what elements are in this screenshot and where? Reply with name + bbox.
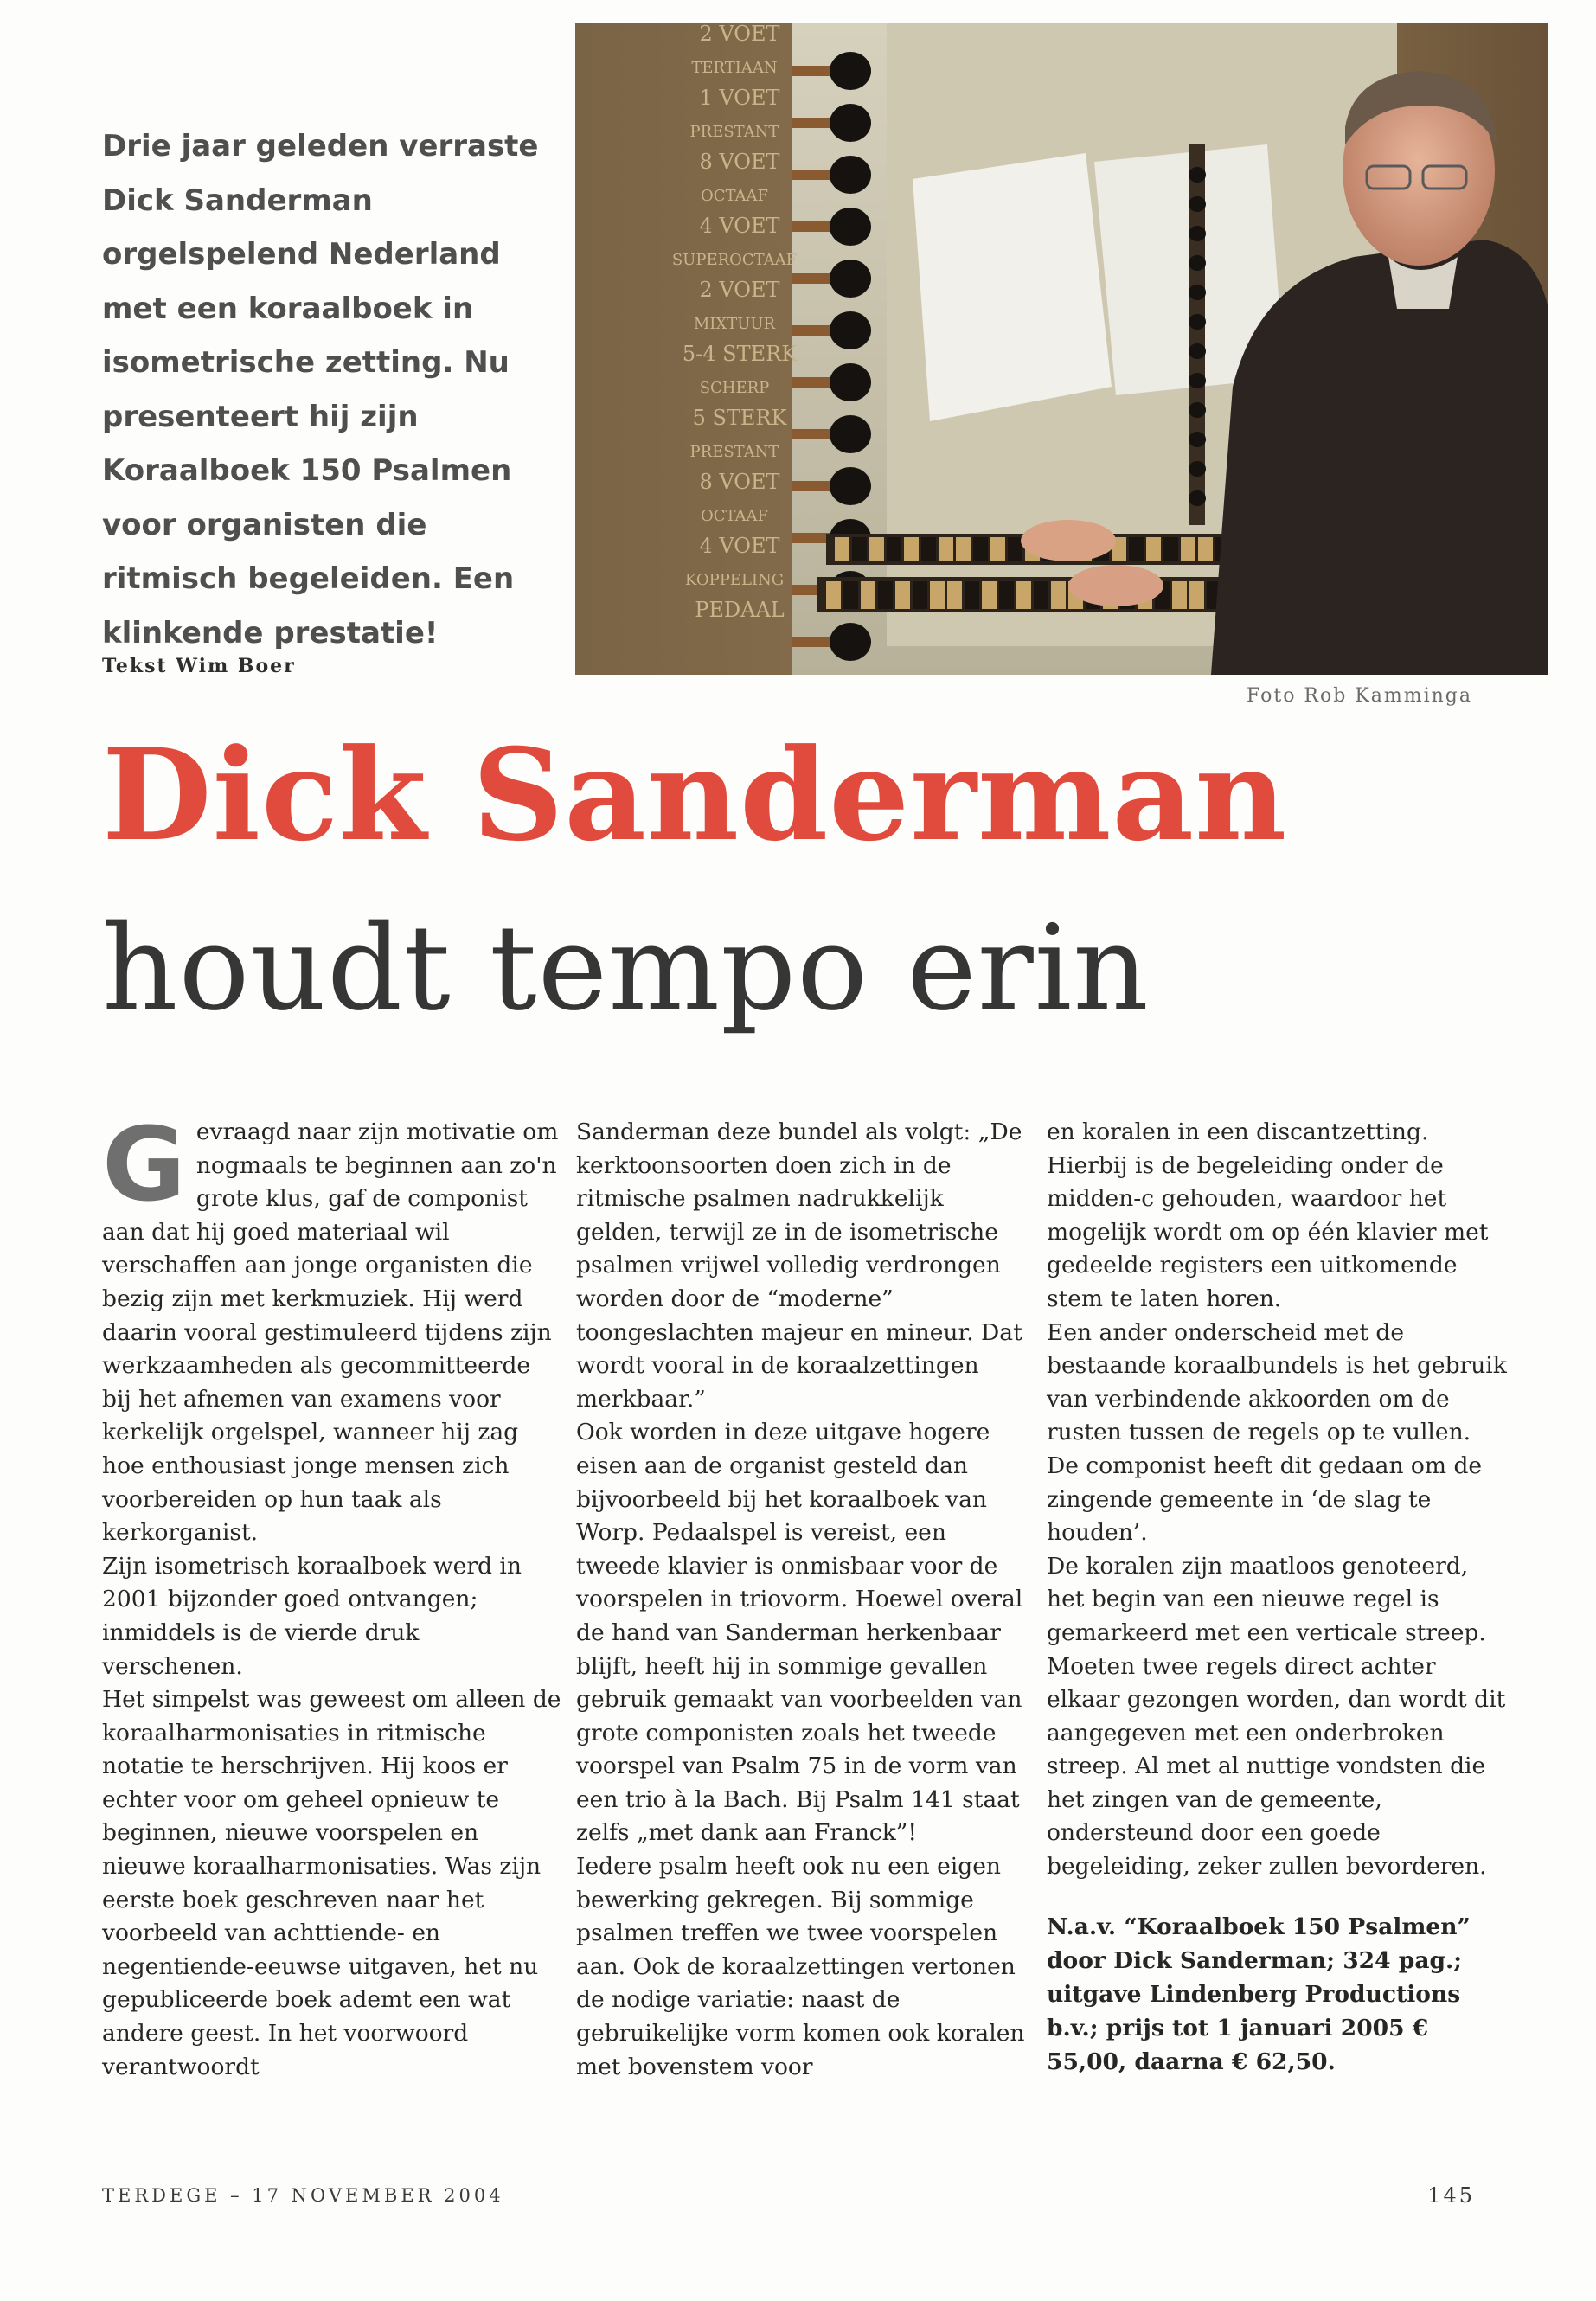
right-stop-knob [1189,255,1206,271]
stop-knob [830,623,871,661]
article-paragraph: Het simpelst was geweest om alleen de koraalharmonisaties in ritmische notatie te herschrijven. Hij koos er echter voor om geheel opnieuw te beginnen, nieuwe voorspelen en nieuwe koraalharmonisaties. Was zijn eerste boek geschreven naar het voorbeeld van achttiende- en negentiende-eeuwse uitgaven, het nu gepubliceerde boek ademt een wat andere geest. In het voorwoord verantwoordt [102,1686,561,2080]
right-stop-knob [1189,285,1206,300]
stop-label: PRESTANT [689,443,779,461]
article-paragraph: Zijn isometrisch koraalboek werd in 2001 bijzonder goed ontvangen; inmiddels is de vierde druk verschenen. [102,1552,522,1680]
right-stop-knob [1189,314,1206,330]
headline-subtitle: houdt tempo erin [102,901,1150,1037]
stop-label: PEDAAL [695,598,785,622]
stop-knob [830,415,871,453]
stop-label: KOPPELING [684,571,785,589]
right-stop-knob [1189,167,1206,183]
right-stop-knob [1189,490,1206,506]
stop-label: SCHERP [699,379,770,397]
stop-knob [830,311,871,349]
sheet-music-left [913,153,1112,421]
organ-key [1163,537,1178,561]
stop-label: 4 VOET [699,534,780,558]
organ-key [878,581,893,609]
photo-credit: Foto Rob Kamminga [1247,685,1472,707]
organ-key [982,581,997,609]
organ-key [1016,581,1031,609]
organ-key [921,537,936,561]
organ-key [1051,581,1066,609]
right-stop-knob [1189,402,1206,418]
left-hand [1021,520,1116,561]
stop-label: OCTAAF [700,187,769,205]
article-column-2 [576,1116,1035,2084]
organ-key [869,537,884,561]
stop-knob [830,104,871,142]
stop-knob [830,260,871,298]
stop-label: TERTIAAN [691,59,778,77]
stop-label: 5-4 STERK [682,342,798,366]
organ-key [930,581,945,609]
stop-label: OCTAAF [700,507,769,525]
stop-knob [830,467,871,505]
organ-key [826,581,841,609]
stop-label: SUPEROCTAAF [671,251,798,269]
page-number: 145 [1427,2183,1475,2208]
right-hand [1068,565,1163,606]
organist-photo [575,23,1548,675]
organ-key [913,581,927,609]
article-column-1 [102,1105,565,2084]
article-paragraph [102,1105,565,1550]
organ-key [1198,537,1213,561]
right-stop-knob [1189,432,1206,447]
organ-key [973,537,988,561]
organ-key [999,581,1014,609]
magazine-footer: TERDEGE – 17 NOVEMBER 2004 [102,2185,504,2206]
organ-key [1129,537,1144,561]
stop-knob [830,52,871,90]
stop-label: 2 VOET [699,23,780,46]
right-stop-knob [1189,461,1206,477]
article-paragraph: De koralen zijn maatloos genoteerd, het begin van een nieuwe regel is gemarkeerd met een verticale streep. Moeten twee regels direct achter elkaar gezongen worden, dan wordt dit aangegeven met een onderbroken streep. Al met al nuttige vondsten die het zingen van de gemeente, ondersteund door een goede begeleiding, zeker zullen bevorderen. [1047,1552,1506,1881]
right-stop-knob [1189,226,1206,241]
stop-label: 2 VOET [699,278,780,302]
article-paragraph-text: evraagd naar zijn motivatie om nogmaals te beginnen aan zo'n grote klus, gaf de componist aan dat hij goed materiaal wil verschaffen aan jonge organisten die bezig zijn met kerkmuziek. Hij werd daarin vooral gestimuleerd tijdens zijn werkzaamheden als gecommitteerde bij het afnemen van examens voor kerkelijk orgelspel, wanneer hij zag hoe enthousiast jonge mensen zich voorbereiden op hun taak als kerkorganist. [102,1118,559,1547]
organ-key [956,537,971,561]
organ-key [1146,537,1161,561]
article-paragraph: Iedere psalm heeft ook nu een eigen bewerking gekregen. Bij sommige psalmen treffen we twee voorspelen aan. Ook de koraalzettingen vertonen de nodige variatie: naast de gebruikelijke vorm komen ook koralen met bovenstem voor [576,1853,1025,2080]
stop-knob [830,156,871,194]
author-byline: Tekst Wim Boer [102,655,296,677]
organ-key [1172,581,1187,609]
organ-key [1034,581,1048,609]
article-paragraph: Een ander onderscheid met de bestaande koraalbundels is het gebruik van verbindende akkoorden om de rusten tussen de regels op te vullen. De componist heeft dit gedaan om de zingende gemeente in ‘de slag te houden’. [1047,1318,1507,1547]
stop-label: PRESTANT [689,123,779,141]
organ-key [947,581,962,609]
organ-key [852,537,867,561]
organ-key [904,537,919,561]
book-source-note: N.a.v. “Koraalboek 150 Psalmen” door Dick Sanderman; 324 pag.; uitgave Lindenberg Productions b.v.; prijs tot 1 januari 2005 € 55,00, daarna € 62,50. [1047,1913,1471,2075]
organ-key [990,537,1005,561]
article-paragraph: en koralen in een discantzetting. Hierbij is de begeleiding onder de midden-c gehouden, waardoor het mogelijk wordt om op één klavier met gedeelde registers een uitkomende stem te laten horen. [1047,1118,1489,1312]
right-stop-knob [1189,196,1206,212]
organ-key [861,581,875,609]
article-column-3 [1047,1116,1509,2079]
intro-lede: Drie jaar geleden verraste Dick Sanderman orgelspelend Nederland met een koraalboek in isometrische zetting. Nu presenteert hij zijn Koraalboek 150 Psalmen voor organisten die ritmisch begeleiden. Een klinkende prestatie! [102,129,539,651]
stop-label: 5 STERK [692,406,787,430]
organ-key [939,537,953,561]
organ-key [965,581,979,609]
stop-label: 8 VOET [699,470,780,494]
headline-title: Dick Sanderman [102,721,1288,869]
organ-key [835,537,849,561]
stop-label: 8 VOET [699,150,780,174]
organ-key [895,581,910,609]
stop-label: 1 VOET [699,86,780,110]
organ-key [887,537,901,561]
article-paragraph: Sanderman deze bundel als volgt: „De kerktoonsoorten doen zich in de ritmische psalmen nadrukkelijk gelden, terwijl ze in de isometrische psalmen vrijwel volledig verdrongen worden door de “moderne” toongeslachten majeur en mineur. Dat wordt vooral in de koraalzettingen merkbaar.” [576,1118,1022,1413]
stop-knob [830,208,871,246]
right-stop-knob [1189,343,1206,359]
right-stop-knob [1189,373,1206,388]
drop-cap: G [102,1105,186,1224]
organ-key [843,581,858,609]
organ-key [1008,537,1022,561]
stop-label: 4 VOET [699,214,780,238]
stop-label: MIXTUUR [693,315,776,333]
stop-knob [830,363,871,401]
organ-key [1181,537,1195,561]
organ-key [1189,581,1204,609]
article-paragraph: Ook worden in deze uitgave hogere eisen aan de organist gesteld dan bijvoorbeeld bij het koraalboek van Worp. Pedaalspel is vereist, een tweede klavier is onmisbaar voor de voorspelen in triovorm. Hoewel overal de hand van Sanderman herkenbaar blijft, heeft hij in sommige gevallen gebruik gemaakt van voorbeelden van grote componisten zoals het tweede voorspel van Psalm 75 in de vorm van een trio à la Bach. Bij Psalm 141 staat zelfs „met dank aan Franck”! [576,1419,1023,1847]
